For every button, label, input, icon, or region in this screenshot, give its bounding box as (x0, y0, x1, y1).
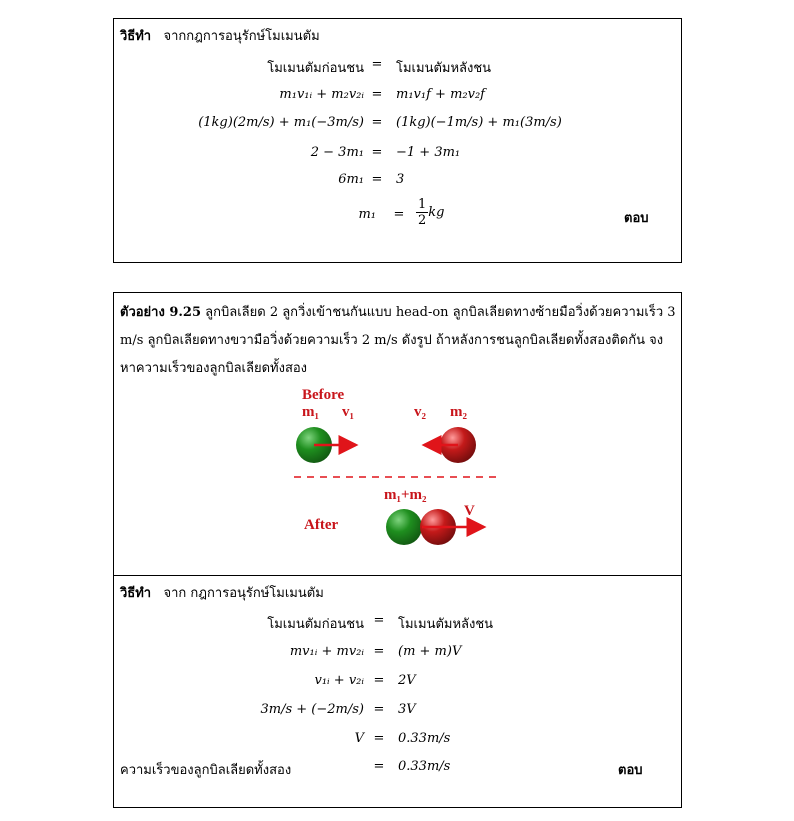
equation-equals: = (373, 731, 385, 746)
equation-equals: = (373, 613, 385, 628)
before-label: Before (302, 387, 345, 403)
fraction-unit: kg (428, 205, 445, 220)
equation-rhs: 0.33m/s (398, 759, 451, 774)
mass-1-label: m₁ (302, 404, 319, 420)
velocity-2-label: v₂ (414, 404, 426, 420)
equation-lhs: mv₁ᵢ + mv₂ᵢ (289, 644, 364, 659)
answer-label: ตอบ (624, 211, 649, 226)
equation-equals: = (393, 207, 405, 222)
final-answer-label: ความเร็วของลูกบิลเลียดทั้งสอง (120, 763, 292, 778)
problem-statement (120, 299, 680, 383)
solution-label: วิธีทำ (120, 586, 152, 601)
velocity-1-label: v₁ (342, 404, 354, 420)
equation-lhs: โมเมนตัมก่อนชน (267, 61, 364, 76)
equation-row-fraction (114, 197, 683, 237)
equation-lhs: m₁ (358, 207, 376, 222)
equation-rhs: −1 + 3m₁ (396, 145, 461, 160)
equation-rhs: (1kg)(−1m/s) + m₁(3m/s) (396, 115, 562, 130)
equation-rhs: 0.33m/s (398, 731, 451, 746)
equation-equals: = (371, 145, 383, 160)
equation-rhs: โมเมนตัมหลังชน (398, 617, 494, 632)
example-number: ตัวอย่าง 9.25 (120, 305, 202, 320)
equation-lhs: โมเมนตัมก่อนชน (267, 617, 364, 632)
equation-rhs: โมเมนตัมหลังชน (396, 61, 492, 76)
equation-equals: = (371, 115, 383, 130)
answer-label: ตอบ (618, 763, 643, 778)
solution-intro: จากกฎการอนุรักษ์โมเมนตัม (163, 29, 320, 44)
equation-rhs: (m + m)V (398, 644, 462, 659)
equation-lhs: v₁ᵢ + v₂ᵢ (314, 673, 364, 688)
after-label: After (304, 517, 339, 533)
equation-equals: = (371, 172, 383, 187)
final-velocity-arrow (284, 385, 524, 565)
equation-equals: = (373, 759, 385, 774)
solution-heading (120, 582, 324, 603)
equation-equals: = (373, 644, 385, 659)
combined-mass-label: m₁+m₂ (384, 487, 427, 503)
equation-rhs: 3V (398, 702, 416, 717)
equation-rhs: 3 (396, 172, 405, 187)
equation-equals: = (371, 57, 383, 72)
fraction-numerator: 1 (418, 197, 427, 212)
fraction-denominator: 2 (418, 213, 427, 228)
equation-rhs: 2V (398, 673, 416, 688)
equation-rhs (416, 197, 444, 228)
example-box (113, 292, 682, 576)
final-velocity-label: V (464, 503, 475, 519)
solution-box-2 (113, 575, 682, 808)
equation-lhs: m₁v₁ᵢ + m₂v₂ᵢ (279, 87, 364, 102)
equation-equals: = (373, 673, 385, 688)
equation-lhs: 3m/s + (−2m/s) (260, 702, 364, 717)
solution-label: วิธีทำ (120, 29, 152, 44)
equation-lhs: 6m₁ (338, 172, 364, 187)
equation-lhs: 2 − 3m₁ (310, 145, 364, 160)
collision-diagram (284, 385, 524, 565)
solution-heading (120, 25, 320, 46)
example-text: ลูกบิลเลียด 2 ลูกวิ่งเข้าชนกันแบบ head-on ลูกบิลเลียดทางซ้ายมือวิ่งด้วยความเร็ว 3 m/s ลูกบิลเลียดทางขวามือวิ่งด้วยความเร็ว 2 m/s ดังรูป ถ้าหลังการชนลูกบิลเลียดทั้งสองติดกัน จงหาความเร็วของลูกบิลเลียดทั้งสอง (120, 305, 676, 376)
fraction (416, 197, 428, 228)
solution-box-1 (113, 18, 682, 263)
equation-rhs: m₁v₁f + m₂v₂f (396, 87, 485, 102)
equation-equals: = (373, 702, 385, 717)
equation-lhs: V (354, 731, 364, 746)
mass-2-label: m₂ (450, 404, 467, 420)
solution-intro: จาก กฎการอนุรักษ์โมเมนตัม (163, 586, 324, 601)
equation-equals: = (371, 87, 383, 102)
equation-lhs: (1kg)(2m/s) + m₁(−3m/s) (198, 115, 364, 130)
